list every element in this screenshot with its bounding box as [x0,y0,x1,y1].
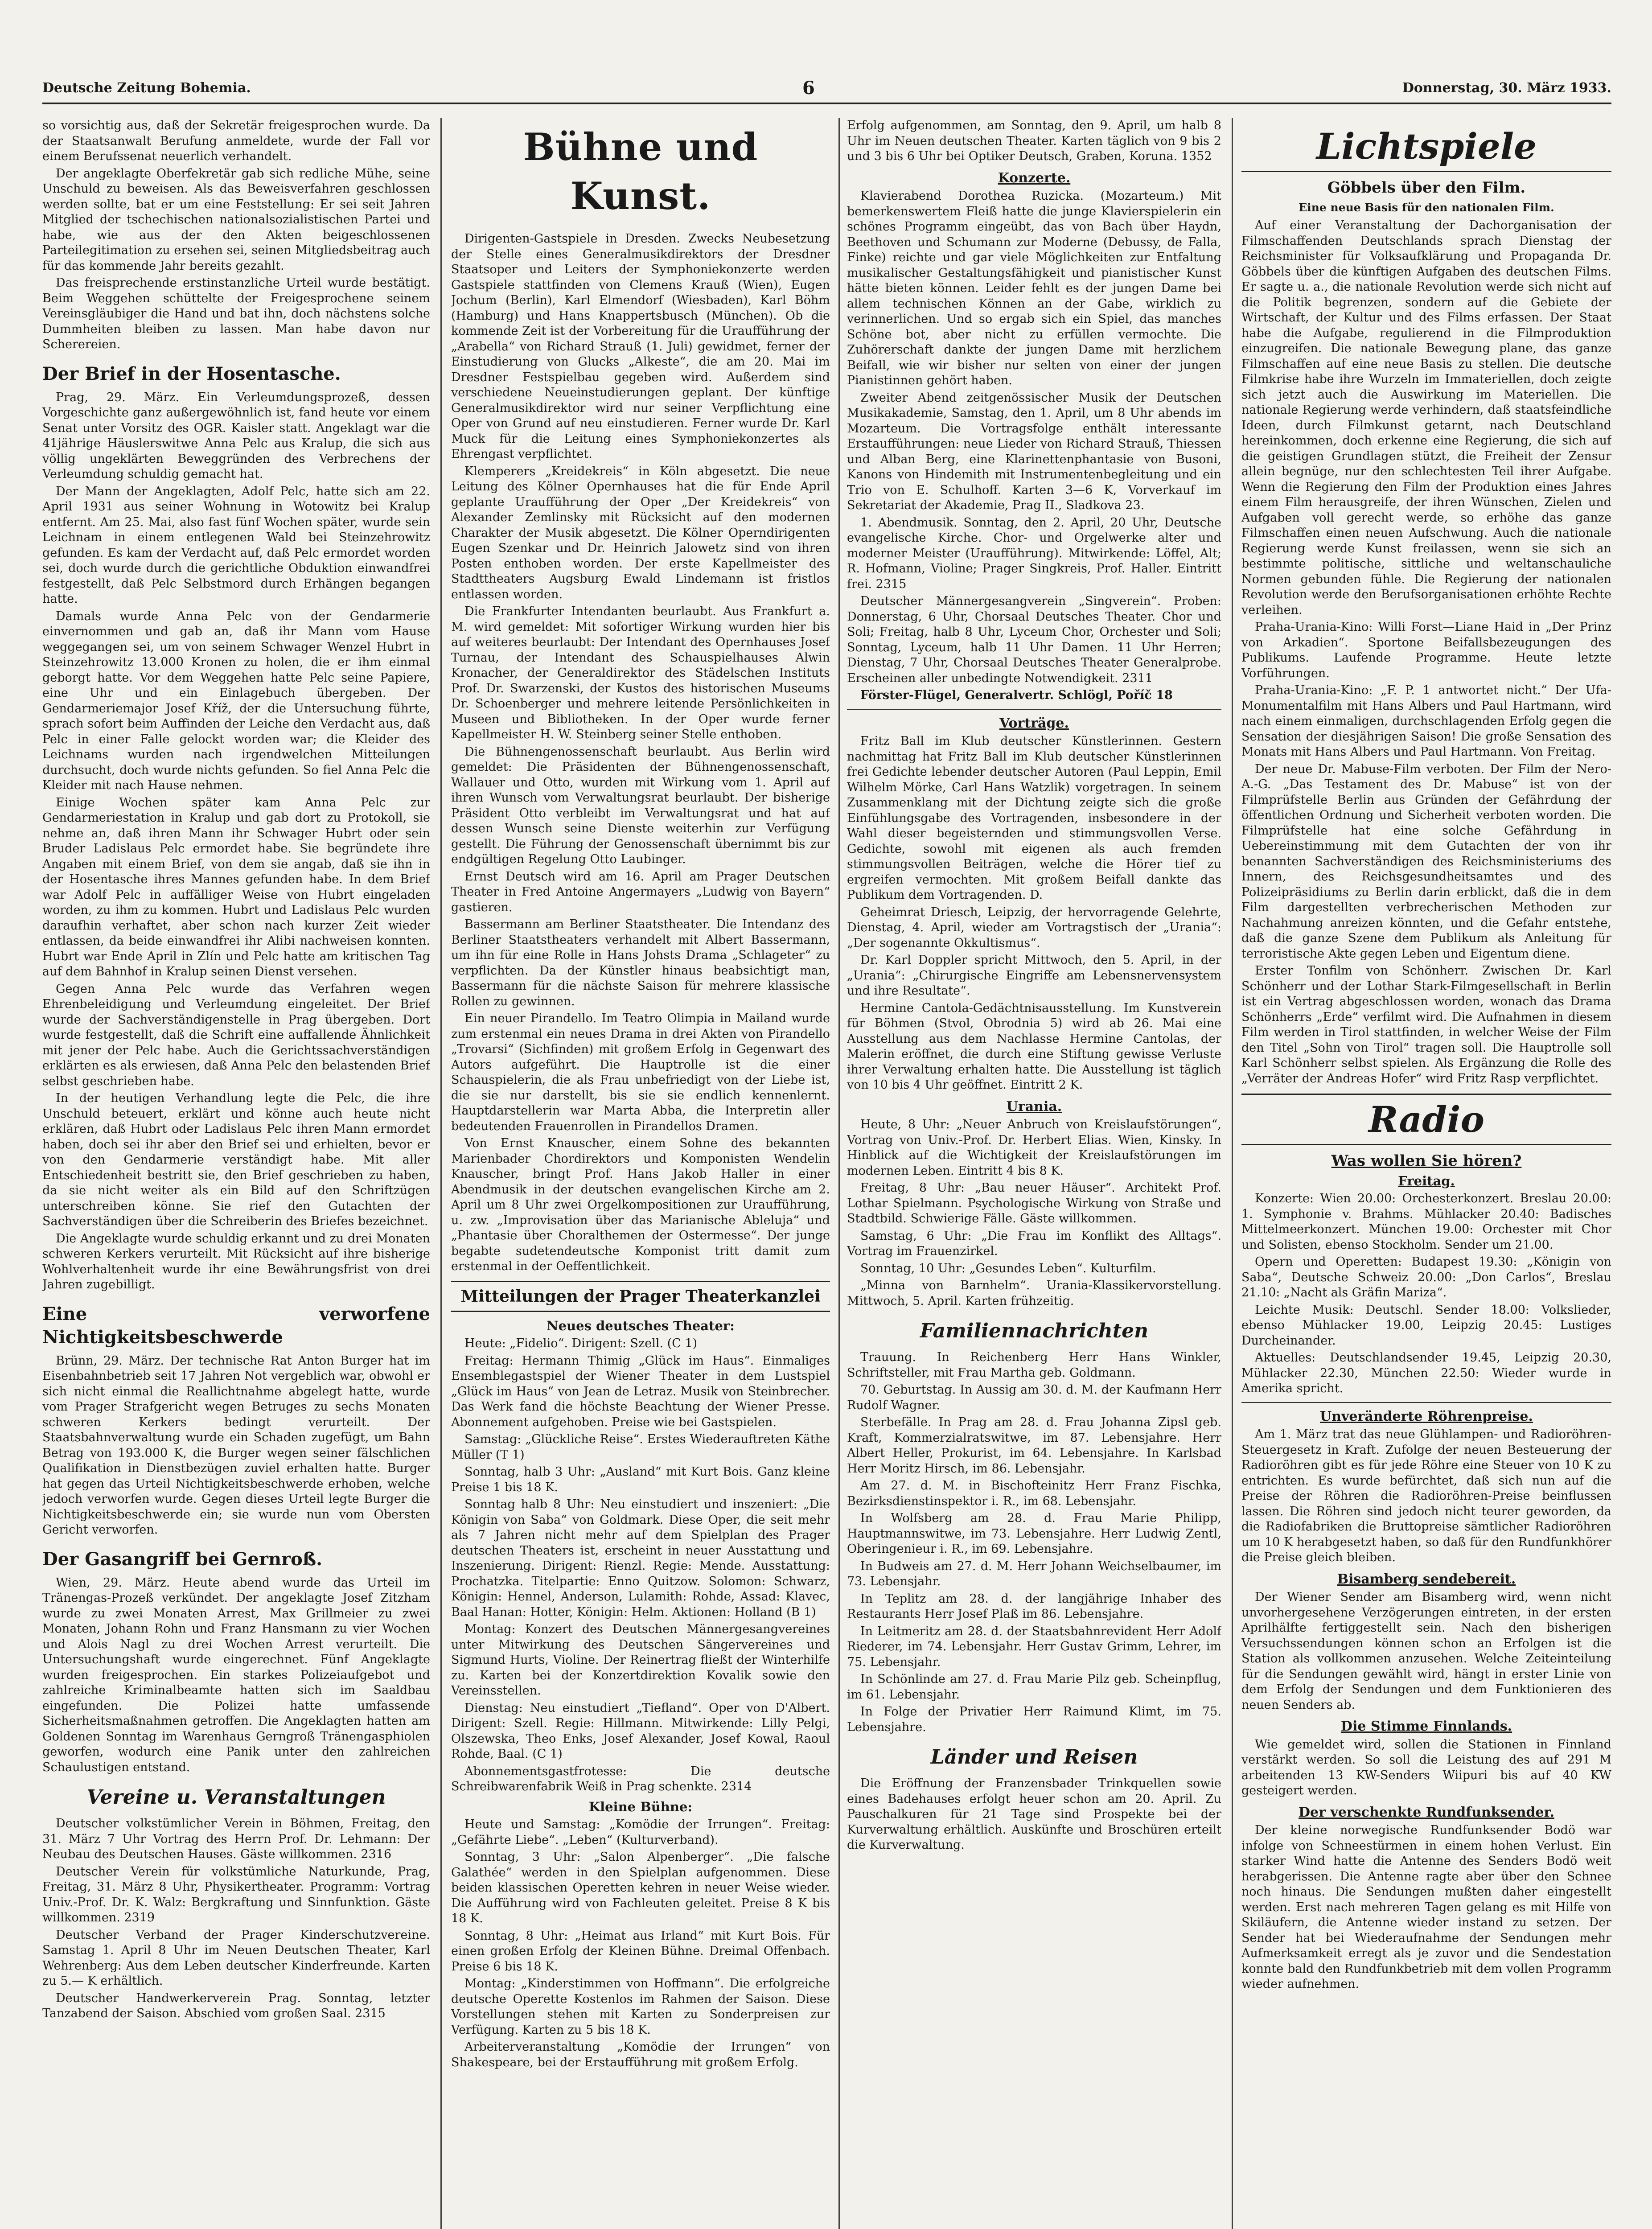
notice: Deutscher volkstümlicher Verein in Böhmen, Freitag, den 31. März 7 Uhr Vortrag des Herrn Prof. Dr. Lehmann: Der Neubau des Deutschen Hauses. Gäste willkommen. 2316 [42,1817,430,1861]
notice: Deutscher Verein für volkstümliche Naturkunde, Prag, Freitag, 31. März 8 Uhr, Physikertheater. Programm: Vortrag Univ.-Prof. Dr. K. Walz: Bergkraftung und Sinnfunktion. Gäste willkommen. 2319 [42,1864,430,1925]
paragraph: Einige Wochen später kam Anna Pelc zur Gendarmeriestation in Kralup und gab dort zu Protokoll, sie nehme an, daß ihren Mann ihr Schwager Hubrt oder sein Bruder Ladislaus Pelc ermordet habe. Sie begründete ihre Angaben mit einem Brief, von dem sie angab, daß sie ihn in der Hosentasche ihres Mannes gefunden habe. In dem Brief war Adolf Pelc in auffälliger Weise von Hubrt eingeladen worden, zu ihm zu kommen. Hubrt und Ladislaus Pelc wurden daraufhin verhaftet, aber schon nach kurzer Zeit wieder entlassen, da beide einwandfrei ihr Alibi nachweisen konnten. Hubrt war Ende April in Zlín und Pelc hatte am kritischen Tag auf dem Bahnhof in Kralup seinen Dienst versehen. [42,795,430,979]
paragraph: Die Bühnengenossenschaft beurlaubt. Aus Berlin wird gemeldet: Die Präsidenten der Bühnengenossenschaft, Wallauer und Otto, wurden mit Wirkung vom 1. April auf ihren Wunsch vom Verwaltungsrat beurlaubt. Der bisherige Präsident Otto verbleibt im Verwaltungsrat und hat auf dessen Wunsch seine Dienste weiterhin zur Verfügung gestellt. Die Führung der Genossenschaft übernimmt bis zur endgültigen Regelung Otto Laubinger. [451,744,830,866]
subhead-konzerte: Konzerte. [998,170,1071,186]
header-page-number: 6 [802,78,815,99]
programme-entry: Dienstag: Neu einstudiert „Tiefland“. Oper von D'Albert. Dirigent: Szell. Regie: Hillmann. Mitwirkende: Lilly Pelgi, Olszewska, Theo Enks, Josef Alexander, Josef Kowal, Raoul Rohde, Baal. (C 1) [451,1701,830,1761]
paragraph: Dr. Karl Doppler spricht Mittwoch, den 5. April, in der „Urania“: „Chirurgische Eingriffe am Lebensnervensystem und ihre Resultate“. [847,953,1221,998]
column-rule [440,118,442,2229]
family-notice: In Wolfsberg am 28. d. Frau Marie Philipp, Hauptmannswitwe, im 73. Lebensjahre. Herr Ludwig Zentl, Oberingenieur i. R., im 69. Lebensjahre. [847,1511,1221,1556]
headline-gasangriff: Der Gasangriff bei Gernroß. [42,1548,323,1570]
headline-goebbels: Göbbels über den Film. [1327,179,1526,197]
section-title-buehne: Bühne und Kunst. [523,125,758,218]
headline-roehrenpreise: Unveränderte Röhrenpreise. [1320,1408,1533,1424]
subheadline-goebbels: Eine neue Basis für den nationalen Film. [1299,201,1554,214]
paragraph: Der angeklagte Oberfekretär gab sich redliche Mühe, seine Unschuld zu beweisen. Als das Beweisverfahren geschlossen werden sollte, bat er um eine Feststellung: Er sei seit Jahren Mitglied der tschechischen nationalsozialistischen Partei und habe, wie aus der den Akten beigeschlossenen Parteilegitimation zu ersehen sei, seinen Mitgliedsbeitrag auch für das kommende Jahr bereits gezahlt. [42,166,430,273]
family-notice: In Teplitz am 28. d. der langjährige Inhaber des Restaurants Herr Josef Plaß im 86. Lebensjahre. [847,1592,1221,1621]
divider [847,709,1221,710]
paragraph: Der neue Dr. Mabuse-Film verboten. Der Film der Nero-A.-G. „Das Testament des Dr. Mabuse“ ist von der Filmprüfstelle Berlin aus Gründen der Gefährdung der öffentlichen Ordnung und Sicherheit verboten worden. Die Filmprüfstelle hat eine solche Gefährdung in Uebereinstimmung mit dem Gutachten der von ihr benannten Sachverständigen des Reichsministeriums des Innern, des Reichsgesundheitsamtes und des Polizeipräsidiums zu Berlin darin erblickt, daß die in dem Film dargestellten verbrecherischen Methoden zur Nachahmung anreizen könnten, und die Gefahr entstehe, daß die ganze Szene dem Publikum als Anleitung für terroristische Akte gegen Leben und Eigentum diene. [1241,762,1611,961]
cinema-notice: Praha-Urania-Kino: „F. P. 1 antwortet nicht.“ Der Ufa-Monumentalfilm mit Hans Albers und Paul Hartmann, wird nach einem einmaligen, durchschlagenden Erfolg gegen die Sensation der diesjährigen Saison! Die große Sensation des Monats mit Hans Albers und Paul Hartmann. Von Freitag. [1241,683,1611,759]
paragraph: Wie gemeldet wird, sollen die Stationen in Finnland verstärkt werden. So soll die Leistung des auf 291 M arbeitenden 13 KW-Senders Wiipuri bis auf 40 KW gesteigert werden. [1241,1737,1611,1797]
subhead-vortraege: Vorträge. [999,715,1069,731]
paragraph: Klavierabend Dorothea Ruzicka. (Mozarteum.) Mit bemerkenswertem Fleiß hatte die junge Klavierspielerin ein schönes Programm eingeübt, das von Bach über Haydn, Beethoven und Schumann zur Moderne (Debussy, de Falla, Finke) reichte und gar viele Möglichkeiten zur Entfaltung musikalischer Gestaltungsfähigkeit und pianistischer Kunst hätte bieten können. Leider fehlt es der jungen Dame bei allem technischen Können an der Gabe, wirklich zu verinnerlichen. Und so ergab sich ein Spiel, das manches Schöne bot, aber nicht zu erfüllen vermochte. Die Zuhörerschaft dankte der jungen Dame mit herzlichem Beifall, wie wir bisher nur selten von einer der jungen Pianistinnen gehört haben. [847,189,1221,387]
section-title-lichtspiele: Lichtspiele [1241,122,1611,172]
cinema-notice: Praha-Urania-Kino: Willi Forst—Liane Haid in „Der Prinz von Arkadien“. Sportone Beifallsbezeugungen des Publikums. Laufende Programme. Heute letzte Vorführungen. [1241,620,1611,680]
programme-entry: Arbeiterveranstaltung „Komödie der Irrungen“ von Shakespeare, bei der Erstaufführung mit großem Erfolg. [451,2040,830,2069]
paragraph: Erster Tonfilm von Schönherr. Zwischen Dr. Karl Schönherr und der Lothar Stark-Filmgesellschaft in Berlin ist ein Vertrag abgeschlossen worden, wonach das Drama Schönherrs „Erde“ verfilmt wird. Die Aufnahmen in diesem Film werden in Tirol stattfinden, in welcher Weise der Film den Titel „Sohn von Tirol“ tragen soll. Die Hauptrolle soll Karl Schönherr selbst spielen. Als Ergänzung die Rolle des „Verräter der Andreas Hofer“ wird Fritz Rasp verpflichtet. [1241,964,1611,1086]
family-notice: In Folge der Privatier Herr Raimund Klimt, im 75. Lebensjahre. [847,1705,1221,1734]
column-rule [1232,118,1233,2229]
programme-entry: Sonntag, 10 Uhr: „Gesundes Leben“. Kulturfilm. [860,1261,1156,1275]
paragraph: Prag, 29. März. Ein Verleumdungsprozeß, dessen Vorgeschichte ganz außergewöhnlich ist, fand heute vor einem Senat unter Vorsitz des OGR. Kaisler statt. Angeklagt war die 41jährige Häuslerswitwe Anna Pelc aus Kralup, die sich aus völlig ungeklärten Beweggründen des Verbrechens der Verleumdung schuldig gemacht hat. [42,390,430,481]
programme-entry: Freitag, 8 Uhr: „Bau neuer Häuser“. Architekt Prof. Lothar Spielmann. Psychologische Wirkung von Straße und Stadtbild. Schwierige Fälle. Gäste willkommen. [847,1181,1221,1226]
programme-entry: Samstag, 6 Uhr: „Die Frau im Konflikt des Alltags“. Vortrag im Frauenzirkel. [847,1229,1221,1258]
section-title-radio: Radio [1241,1094,1611,1145]
headline-finnland: Die Stimme Finnlands. [1340,1719,1512,1734]
subhead-neues-theater: Neues deutsches Theater: [547,1318,735,1333]
family-notice: In Leitmeritz am 28. d. der Staatsbahnrevident Herr Adolf Riederer, im 74. Lebensjahr. Herr Gustav Grimm, Lehrer, im 75. Lebensjahr. [847,1624,1221,1669]
column-rule [838,118,840,2229]
headline-theaterkanzlei: Mitteilungen der Prager Theaterkanzlei [451,1281,830,1312]
programme-entry: Montag: „Kinderstimmen von Hoffmann“. Die erfolgreiche deutsche Operette Kostenlos im Rahmen der Saison. Diese Vorstellungen stehen mit Karten zu Sonderpreisen zur Verfügung. Karten zu 5 bis 18 K. [451,1977,830,2037]
headline-brief: Der Brief in der Hosentasche. [42,363,341,384]
paragraph: Die Eröffnung der Franzensbader Trinkquellen sowie eines Badehauses erfolgt heuer schon am 20. April. Zu Pauschalkuren für 21 Tage sind Prospekte bei der Kurverwaltung erhältlich. Auskünfte und Broschüren erteilt die Kurverwaltung. [847,1777,1221,1852]
paragraph: Gegen Anna Pelc wurde das Verfahren wegen Ehrenbeleidigung und Verleumdung eingeleitet. Der Brief wurde der Sachverständigenstelle in Prag übergeben. Dort wurde festgestellt, daß die Schrift eine auffallende Ähnlichkeit mit jener der Pelc habe. Auch die Gerichtssachverständigen erklärten es als erwiesen, daß Anna Pelc den belastenden Brief selbst geschrieben habe. [42,982,430,1088]
family-notice: 70. Geburtstag. In Aussig am 30. d. M. der Kaufmann Herr Rudolf Wagner. [847,1383,1221,1412]
paragraph: Von Ernst Knauscher, einem Sohne des bekannten Marienbader Chordirektors und Komponisten Wendelin Knauscher, bringt Prof. Hans Jakob Haller in einer Abendmusik in der deutschen evangelischen Kirche am 2. April um 8 Uhr zwei Orgelkompositionen zur Uraufführung, u. zw. „Improvisation über das Marianische Ableluja“ und „Phantasie über Choralthemen der Ostermesse“. Der junge begabte sudetendeutsche Komponist tritt damit zum erstenmal in der Oeffentlichkeit. [451,1136,830,1273]
programme-entry: Montag: Konzert des Deutschen Männergesangvereines unter Mitwirkung des Deutschen Sängervereines und Sigmund Hurts, Violine. Der Reinertrag fließt der Winterhilfe zu. Karten bei der Konzertdirektion Kovalik sowie den Vereinsstellen. [451,1622,830,1698]
subhead-urania: Urania. [1006,1098,1062,1114]
radio-listing: Opern und Operetten: Budapest 19.30: „Königin von Saba“, Deutsche Schweiz 20.00: „Don Carlos“, Breslau 21.10: „Nacht als Gräfin Mariza“. [1241,1255,1611,1300]
paragraph: Hermine Cantola-Gedächtnisausstellung. Im Kunstverein für Böhmen (Stvol, Obrodnia 5) wird ab 26. Mai eine Ausstellung aus dem Nachlasse Hermine Cantolas, der Malerin eröffnet, die durch eine Stiftung gewisse Verluste ihrer Verwaltung erhalten hatte. Die Ausstellung ist täglich von 10 bis 4 Uhr geöffnet. Eintritt 2 K. [847,1001,1221,1092]
family-notice: Sterbefälle. In Prag am 28. d. Frau Johanna Zipsl geb. Kraft, Kommerzialratswitwe, im 87. Lebensjahre. Herr Albert Heller, Prokurist, im 64. Lebensjahre. In Karlsbad Herr Moritz Hirsch, im 86. Lebensjahr. [847,1415,1221,1476]
paragraph: Auf einer Veranstaltung der Dachorganisation der Filmschaffenden Deutschlands sprach Dienstag der Reichsminister für Volksaufklärung und Propaganda Dr. Göbbels über die künftigen Aufgaben des deutschen Films. Er sagte u. a., die nationale Revolution werde sich nicht auf die Politik begrenzen, sondern auf die Gebiete der Wirtschaft, der Kultur und des Films erfassen. Der Staat habe die Aufgabe, regulierend in die Filmproduktion einzugreifen. Die nationale Bewegung plane, das ganze Filmschaffen auf eine neue Basis zu stellen. Die deutsche Filmkrise habe ihre Wurzeln im Immateriellen, doch zeigte sich jetzt auch die Auswirkung im Materiellen. Die nationale Regierung werde verhindern, daß staatsfeindliche Ideen, durch Filmkunst getarnt, nach Deutschland hereinkommen, doch erkenne eine Regierung, die sich auf die geistigen Grundlagen stützt, die Freiheit der Zensur allein begnüge, nur den schlechtesten Teil ihrer Aufgabe. Wenn die Regierung den Film der Produktion eines Jahres einem Film herausgreife, der ihren Wünschen, Zielen und Aufgaben voll gerecht werde, so erhöhe das ganze Filmschaffen einen neuen Aufschwung. Auch die nationale Regierung werde Kunst freilassen, wenn sie sich an bestimmte politische, sittliche und weltanschauliche Normen gebunden fühle. Die Regierung der nationalen Revolution werde den Berufsorganisationen erhöhte Rechte verleihen. [1241,218,1611,617]
paragraph: Fritz Ball im Klub deutscher Künstlerinnen. Gestern nachmittag hat Fritz Ball im Klub deutscher Künstlerinnen frei Gedichte lebender deutscher Autoren (Paul Leppin, Emil Wilhelm Mörke, Carl Hans Watzlik) vorgetragen. In seinem Zusammenklang mit der Dichtung zeigte sich die große Einfühlungsgabe des Vortragenden, insbesondere in der Wahl dieser begeisternden und stimmungsvollen Verse. Gedichte, sowohl mit eigenen als auch fremden stimmungsvollen Beiträgen, welche die Hörer tief zu ergreifen vermochten. Mit großem Beifall dankte das Publikum dem Vortragenden. D. [847,734,1221,902]
newspaper-page [42,76,1611,2229]
header-paper-name: Deutsche Zeitung Bohemia. [42,80,251,96]
programme-entry: Heute und Samstag: „Komödie der Irrungen“. Freitag: „Gefährte Liebe“. „Leben“ (Kulturverband). [451,1818,830,1847]
article-continuation: Erfolg aufgenommen, am Sonntag, den 9. April, um halb 8 Uhr im Neuen deutschen Theater. Karten täglich von 9 bis 2 und 3 bis 6 Uhr bei Optiker Deutsch, Graben, Koruna. 1352 [847,119,1221,163]
paragraph: Deutscher Männergesangverein „Singverein“. Proben: Donnerstag, 6 Uhr, Chorsaal Deutsches Theater. Chor und Soli; Freitag, halb 8 Uhr, Lyceum Chor, Orchester und Soli; Sonntag, Lyceum, halb 11 Uhr Damen. 11 Uhr Herren; Dienstag, 7 Uhr, Chorsaal Deutsches Theater Generalprobe. Erscheinen aller unbedingte Notwendigkeit. 2311 [847,594,1221,685]
family-notice: Trauung. In Reichenberg Herr Hans Winkler, Schriftsteller, mit Frau Martha geb. Goldmann. [847,1350,1221,1380]
subhead-freitag: Freitag. [1398,1173,1455,1189]
headline-rundfunksender: Der verschenkte Rundfunksender. [1299,1804,1554,1820]
programme-entry: Sonntag, 8 Uhr: „Heimat aus Irland“ mit Kurt Bois. Für einen großen Erfolg der Kleinen Bühne. Dreimal Offenbach. Preise 6 bis 18 K. [451,1929,830,1974]
paragraph: Brünn, 29. März. Der technische Rat Anton Burger hat im Eisenbahnbetrieb seit 17 Jahren Not vergeblich war, obwohl er sich nicht einmal die Reallichtnahme abgelegt hatte, wurde vom Prager Strafgericht wegen Betruges zu sechs Monaten schweren Kerkers bedingt verurteilt. Der Staatsbahnverwaltung wurde ein Schaden zugefügt, um Bahn Betrag von 193.000 K, die Burger wegen seiner fälschlichen Qualifikation in Dienstbezügen zuviel erhalten hatte. Burger hat gegen das Urteil Nichtigkeitsbeschwerde erhoben, welche jedoch verworfen wurde. Gegen dieses Urteil legte Burger die Nichtigkeitsbeschwerde ein; sie wurde nun vom Obersten Gericht verworfen. [42,1353,430,1537]
programme-entry: „Minna von Barnhelm“. Urania-Klassikervorstellung. Mittwoch, 5. April. Karten frühzeitig. [847,1279,1221,1308]
headline-nichtigkeit: Eine verworfene Nichtigkeitsbeschwerde [42,1303,430,1348]
column-4 [1241,118,1611,2229]
notice: Deutscher Verband der Prager Kinderschutzvereine. Samstag 1. April 8 Uhr im Neuen Deutschen Theater, Karl Wehrenberg: Aus dem Leben deutscher Kinderfreunde. Karten zu 5.— K erhältlich. [42,1928,430,1988]
radio-listing: Leichte Musik: Deutschl. Sender 18.00: Volkslieder, ebenso Mühlacker 19.00, Leipzig 20.45: Lustiges Durcheinander. [1241,1303,1611,1348]
paragraph: Das freisprechende erstinstanzliche Urteil wurde bestätigt. Beim Weggehen schüttelte der Freigesprochene seinem Vereinsgläubiger die Hand und bat ihn, doch nächstens solche Dummheiten bleiben zu lassen. Man habe davon nur Scherereien. [42,276,430,351]
paragraph: Wien, 29. März. Heute abend wurde das Urteil im Tränengas-Prozeß verkündet. Der angeklagte Josef Zitzham wurde zu zwei Monaten Arrest, Max Grillmeier zu zwei Monaten, Johann Rohn und Franz Hansmann zu vier Wochen und Alois Nagl zu drei Wochen Arrest verurteilt. Die Untersuchungshaft wurde eingerechnet. Fünf Angeklagte wurden freigesprochen. Ein starkes Polizeiaufgebot und zahlreiche Kriminalbeamte hatten sich im Saaldbau eingefunden. Die Polizei hatte umfassende Sicherheitsmaßnahmen getroffen. Die Angeklagten hatten am Goldenen Sonntag im Warenhaus Gerngroß Tränengasphiolen geworfen, wodurch eine Panik unter den zahlreichen Schaulustigen entstand. [42,1575,430,1774]
paragraph: Am 1. März trat das neue Glühlampen- und Radioröhren-Steuergesetz in Kraft. Zufolge der neuen Besteuerung der Radioröhren gibt es für jede Röhre eine Steuer von 10 K zu entrichten. Es wurde befürchtet, daß sich nun auf die Preise der Röhren die Radioröhren-Preise beinflussen lassen. Die Röhren sind jedoch nicht teurer geworden, da die Radiofabriken die Bruttopreise sämtlicher Radioröhren um 10 K herabgesetzt haben, so daß für den Rundfunkhörer die Preise gleich bleiben. [1241,1427,1611,1564]
family-notice: Am 27. d. M. in Bischofteinitz Herr Franz Fischka, Bezirksdienstinspektor i. R., im 68. Lebensjahr. [847,1479,1221,1508]
paragraph: Der Mann der Angeklagten, Adolf Pelc, hatte sich am 22. April 1931 aus seiner Wohnung in Wotowitz bei Kralup entfernt. Am 25. Mai, also fast fünf Wochen später, wurde sein Leichnam in einem entlegenen Wald bei Steinzehrowitz gefunden. Es kam der Verdacht auf, daß Pelc ermordet worden sei, doch wurde durch die gerichtliche Obduktion einwandfrei festgestellt, daß Pelc Selbstmord durch Erhängen begangen hatte. [42,484,430,606]
column-3 [847,118,1221,2229]
paragraph: Ernst Deutsch wird am 16. April am Prager Deutschen Theater in Fred Antoine Angermayers „Ludwig von Bayern“ gastieren. [451,869,830,914]
paragraph: Der Wiener Sender am Bisamberg wird, wenn nicht unvorhergesehene Verzögerungen eintreten, in der ersten Aprilhälfte fertiggestellt sein. Nach den bisherigen Versuchssendungen können schon an Erfolgen ist die Station als vollkommen anzusehen. Welche Zeiteinteilung für die Sendungen gewählt wird, hängt in erster Linie von dem Erfolg der Sendungen und dem Funktionieren des neuen Senders ab. [1241,1590,1611,1712]
family-notice: In Budweis am 27. d. M. Herr Johann Weichselbaumer, im 73. Lebensjahr. [847,1559,1221,1588]
family-notice: In Schönlinde am 27. d. Frau Marie Pilz geb. Scheinpflug, im 61. Lebensjahr. [847,1672,1221,1702]
paragraph: Klemperers „Kreidekreis“ in Köln abgesetzt. Die neue Leitung des Kölner Opernhauses hat die für Ende April geplante Uraufführung der Oper „Der Kreidekreis“ von Alexander Zemlinsky mit Rücksicht auf den modernen Charakter der Musik abgesetzt. Die Kölner Operndirigenten Eugen Szenkar und Dr. Heinrich Jalowetz sind von ihren Posten enthoben worden. Der erste Kapellmeister des Stadttheaters Augsburg Ewald Lindemann ist fristlos entlassen worden. [451,464,830,601]
programme-entry: Sonntag, 3 Uhr: „Salon Alpenberger“. „Die falsche Galathée“ werden in den Spielplan aufgenommen. Diese beiden klassischen Operetten kehren in neuer Weise wieder. Die Aufführung wird von Fachleuten geleitet. Preise 8 K bis 18 K. [451,1850,830,1925]
paragraph: Der kleine norwegische Rundfunksender Bodö war infolge von Schneestürmen in einem hohen Verlust. Ein starker Wind hatte die Antenne des Senders Bodö weit herabgerissen. Die Antenne ragte aber über den Schnee noch hinaus. Die Sendungen mußten daher eingestellt werden. Erst nach mehreren Tagen gelang es mit Hilfe von Skiläufern, die Antenne wieder instand zu setzen. Der Sender hat bei Wiederaufnahme der Sendungen mehr Aufmerksamkeit erregt als je zuvor und die Sendestation konnte bald den Rundfunkbetrieb mit dem vollen Programm wieder aufnehmen. [1241,1823,1611,1991]
section-title-familien: Familiennachrichten [920,1320,1149,1342]
paragraph: Ein neuer Pirandello. Im Teatro Olimpia in Mailand wurde zum erstenmal ein neues Drama in drei Akten von Pirandello „Trovarsi“ (Sichfinden) mit großem Erfolg in Gegenwart des Autors aufgeführt. Die Hauptrolle ist die einer Schauspielerin, die als Frau unbefriedigt von der Liebe ist, die sie nur darstellt, bis sie sie endlich kennenlernt. Hauptdarstellerin war Marta Abba, die Interpretin aller bedeutenden Frauenrollen in Pirandellos Dramen. [451,1012,830,1133]
header-date: Donnerstag, 30. März 1933. [1402,80,1611,96]
paragraph: Dirigenten-Gastspiele in Dresden. Zwecks Neubesetzung der Stelle eines Generalmusikdirektors der Dresdner Staatsoper und Leiters der Symphoniekonzerte werden Gastspiele stattfinden von Clemens Krauß (Wien), Eugen Jochum (Berlin), Karl Elmendorf (Wiesbaden), Karl Böhm (Hamburg) und Hans Knappertsbusch (München). Ob die kommende Zeit ist der Vorbereitung für die Uraufführung der „Arabella“ von Richard Strauß (1. Juli) gewidmet, ferner der Einstudierung von Glucks „Alkeste“, die am 20. Mai im Dresdner Festspielbau gegeben wird. Außerdem sind verschiedene Neueinstudierungen geplant. Der künftige Generalmusikdirektor wird nur seiner Verpflichtung eine Oper von Grund auf neu einstudieren. Ferner wurde Dr. Karl Muck für die Leitung eines Symphoniekonzertes als Ehrengast verpflichtet. [451,232,830,461]
paragraph: Bassermann am Berliner Staatstheater. Die Intendanz des Berliner Staatstheaters verhandelt mit Albert Bassermann, um ihn für eine Rolle in Hans Johsts Drama „Schlageter“ zu verpflichten. Da der Künstler hinaus beabsichtigt man, Bassermann für die nächste Saison für mehrere klassische Rollen zu gewinnen. [451,917,830,1008]
subhead-kleine-buehne: Kleine Bühne: [588,1799,693,1814]
section-title-vereine: Vereine u. Veranstaltungen [86,1786,386,1809]
programme-entry: Abonnementsgastfrotesse: Die deutsche Schreibwarenfabrik Weiß in Prag schenkte. 2314 [451,1764,830,1793]
programme-entry: Samstag: „Glückliche Reise“. Erstes Wiederauftreten Käthe Müller (T 1) [451,1432,830,1462]
paragraph: 1. Abendmusik. Sonntag, den 2. April, 20 Uhr, Deutsche evangelische Kirche. Chor- und Orgelwerke alter und moderner Meister (Uraufführung). Mitwirkende: Löffel, Alt; R. Hofmann, Violine; Prager Singkreis, Prof. Haller. Eintritt frei. 2315 [847,515,1221,591]
paragraph: Die Angeklagte wurde schuldig erkannt und zu drei Monaten schweren Kerkers verurteilt. Mit Rücksicht auf ihre bisherige Wohlverhaltenheit wurde ihr eine Bewährungsfrist von drei Jahren zugebilligt. [42,1231,430,1291]
headline-radio-programme: Was wollen Sie hören? [1331,1152,1522,1170]
paragraph: Zweiter Abend zeitgenössischer Musik der Deutschen Musikakademie, Samstag, den 1. April, um 8 Uhr abends im Mozarteum. Die Vortragsfolge enthält interessante Erstaufführungen: neue Lieder von Richard Strauß, Thiessen und Alban Berg, eine Klarinettenphantasie von Busoni, Kanons von Hindemith mit Instrumentenbegleitung und ein Trio von E. Schulhoff. Karten 3—6 K, Vorverkauf im Sekretariat der Akademie, Prag II., Sladkova 23. [847,391,1221,512]
divider [1241,1402,1611,1403]
running-header [42,76,1611,104]
programme-entry: Freitag: Hermann Thimig „Glück im Haus“. Einmaliges Ensemblegastspiel der Wiener Theater in dem Lustspiel „Glück im Haus“ von Jean de Letraz. Musik von Steinbrecher. Das Werk fand die höchste Beachtung der Wiener Presse. Abonnement aufgehoben. Preise wie bei Gastspielen. [451,1353,830,1429]
radio-listing: Aktuelles: Deutschlandsender 19.45, Leipzig 20.30, Mühlacker 22.30, München 22.50: Wieder wurde in Amerika spricht. [1241,1351,1611,1395]
column-1 [42,118,430,2229]
headline-bisamberg: Bisamberg sendebereit. [1337,1571,1516,1587]
column-2 [451,118,830,2229]
radio-listing: Konzerte: Wien 20.00: Orchesterkonzert. Breslau 20.00: 1. Symphonie v. Brahms. Mühlacker 20.40: Badisches Mittelmeerkonzert. München 19.00: Orchester mit Chor und Solisten, ebenso Stockholm. Sender um 21.00. [1241,1192,1611,1252]
paragraph: Geheimrat Driesch, Leipzig, der hervorragende Gelehrte, Dienstag, 4. April, wieder am Vortragstisch der „Urania“: „Der sogenannte Okkultismus“. [847,905,1221,950]
paragraph: In der heutigen Verhandlung legte die Pelc, die ihre Unschuld beteuert, erklärt und könne auch heute nicht erklären, daß Hubrt oder Ladislaus Pelc ihren Mann ermordet haben, doch sei ihr aber den Brief sei und erhielten, bevor er von den Gendarmerie verständigt habe. Mit aller Entschiedenheit bestritt sie, den Brief geschrieben zu haben, da sie nicht weiter als ein Bild auf den Schriftzügen unterschreiben könne. Sie rief den Gutachten der Sachverständigen über die Schreiberin des Briefes bezeichnet. [42,1091,430,1228]
paragraph: Damals wurde Anna Pelc von der Gendarmerie einvernommen und gab an, daß ihr Mann vom Hause weggegangen sei, um von seinem Schwager Wenzel Hubrt in Steinzehrowitz 13.000 Kronen zu holen, die er ihm einmal geborgt hatte. Vor dem Weggehen hatte Pelc seine Papiere, eine Uhr und ein Einlagebuch übergeben. Der Gendarmeriemajor Josef Kříž, der die Untersuchung führte, sprach sofort beim Auffinden der Leiche den Verdacht aus, daß Pelc in einer Falle gelockt worden war; die Kleider des Leichnams wurden nach irgendwelchen Mitteilungen durchsucht, doch wurde nichts gefunden. So fiel Anna Pelc die Kleider mit nach Hause nehmen. [42,609,430,792]
programme-entry: Heute, 8 Uhr: „Neuer Anbruch von Kreislaufstörungen“, Vortrag von Univ.-Prof. Dr. Herbert Elias. Wien, Kinsky. In Hinblick auf die Wichtigkeit der Kreislaufstörungen im modernen Leben. Eintritt 4 bis 8 K. [847,1118,1221,1178]
article-continuation: so vorsichtig aus, daß der Sekretär freigesprochen wurde. Da der Staatsanwalt Berufung anmeldete, wurde der Fall vor einem Berufssenat neuerlich verhandelt. [42,119,430,163]
programme-entry: Sonntag halb 8 Uhr: Neu einstudiert und inszeniert: „Die Königin von Saba“ von Goldmark. Diese Oper, die seit mehr als 7 Jahren nicht mehr auf dem Spielplan des Prager deutschen Theaters ist, erscheint in neuer Ausstattung und Inszenierung. Dirigent: Rienzl. Regie: Mende. Ausstattung: Prochatzka. Titelpartie: Enno Quitzow. Solomon: Schwarz, Königin: Hennel, Anderson, Lulamith: Rohde, Assad: Klavec, Baal Hanan: Hotter, Königin: Helm. Aktionen: Holland (B 1) [451,1497,830,1619]
programme-entry: Sonntag, halb 3 Uhr: „Ausland“ mit Kurt Bois. Ganz kleine Preise 1 bis 18 K. [451,1465,830,1494]
programme-entry: Heute: „Fidelio“. Dirigent: Szell. (C 1) [464,1337,698,1350]
section-title-laender: Länder und Reisen [930,1746,1138,1768]
notice: Deutscher Handwerkerverein Prag. Sonntag, letzter Tanzabend der Saison. Abschied vom großen Saal. 2315 [42,1991,430,2020]
paragraph: Die Frankfurter Intendanten beurlaubt. Aus Frankfurt a. M. wird gemeldet: Mit sofortiger Wirkung wurden hier bis auf weiteres beurlaubt: Der Intendant des Opernhauses Josef Turnau, der Intendant des Schauspielhauses Alwin Kronacher, der Generaldirektor des Städelschen Instituts Prof. Dr. Swarzenski, der Kustos des historischen Museums Dr. Schoenberger und mehrere leitende Persönlichkeiten in Museen und Bibliotheken. In der Oper wurde ferner Kapellmeister H. W. Steinberg seiner Stelle enthoben. [451,605,830,741]
advert-line: Förster-Flügel, Generalvertr. Schlögl, Poříč 18 [860,688,1173,702]
